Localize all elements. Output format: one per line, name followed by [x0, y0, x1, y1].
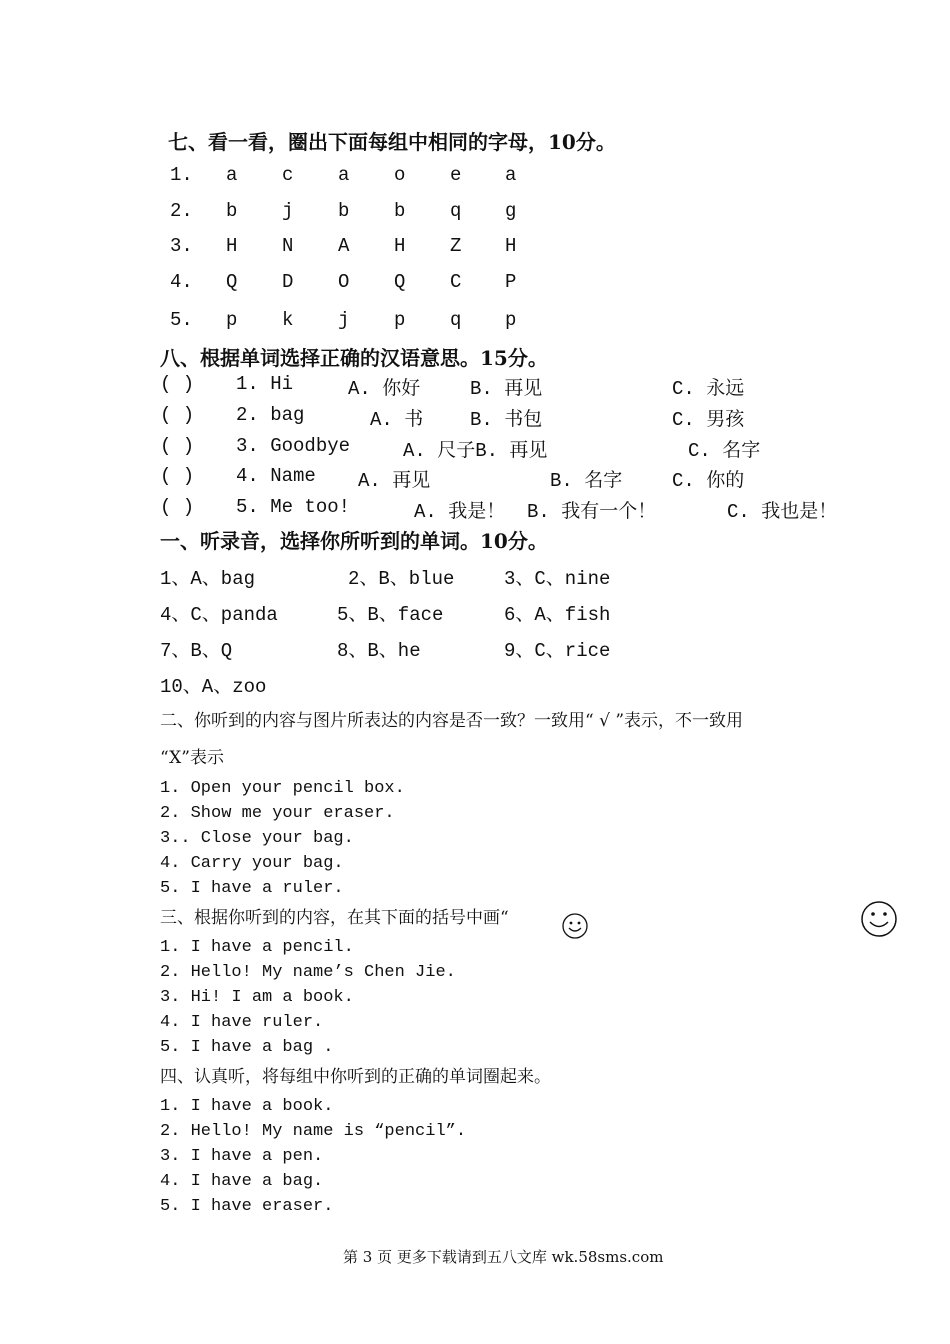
option-a: A. 书 [370, 409, 424, 431]
sentence-line: 5. I have a ruler. [160, 879, 344, 898]
letter-item: H [505, 235, 517, 257]
section-2-title-cont: “X”表示 [160, 748, 224, 768]
option-a: A. 我是！ [414, 501, 506, 523]
option-c: C. 名字 [688, 440, 761, 462]
vocab-word: 1. Hi [236, 373, 294, 395]
letter-item: c [282, 164, 294, 186]
letter-item: N [282, 235, 294, 257]
section-1-title: 一、听录音，选择你所听到的单词。10分。 [160, 529, 548, 553]
letter-item: D [282, 271, 294, 293]
sentence-line: 3.. Close your bag. [160, 829, 354, 848]
letter-item: j [338, 309, 350, 331]
letter-item: Q [394, 271, 406, 293]
letter-item: Z [450, 235, 462, 257]
letter-item: p [226, 309, 238, 331]
letter-item: q [450, 200, 462, 222]
vocab-word: 4. Name [236, 465, 316, 487]
option-c: C. 永远 [672, 378, 745, 400]
letter-item: P [505, 271, 517, 293]
letter-item: q [450, 309, 462, 331]
answer-item: 8、B、he [337, 640, 421, 662]
option-c: C. 我也是！ [727, 501, 838, 523]
section-8-title: 八、根据单词选择正确的汉语意思。15分。 [160, 346, 548, 370]
option-c: C. 你的 [672, 470, 745, 492]
letter-row-number: 3. [170, 235, 193, 257]
sentence-line: 3. I have a pen. [160, 1147, 324, 1166]
letter-item: p [505, 309, 517, 331]
letter-item: C [450, 271, 462, 293]
letter-item: j [282, 200, 294, 222]
option-b: B. 书包 [470, 409, 543, 431]
letter-row-number: 2. [170, 200, 193, 222]
smiley-icon [561, 912, 589, 940]
answer-bracket: ( ) [160, 373, 195, 395]
sentence-line: 1. I have a pencil. [160, 938, 354, 957]
letter-item: e [450, 164, 462, 186]
letter-item: Q [226, 271, 238, 293]
option-a: A. 尺子B. 再见 [403, 440, 548, 462]
letter-item: a [338, 164, 350, 186]
sentence-line: 1. I have a book. [160, 1097, 334, 1116]
sentence-line: 2. Hello! My name’s Chen Jie. [160, 963, 456, 982]
vocab-word: 5. Me too! [236, 496, 351, 518]
sentence-line: 2. Show me your eraser. [160, 804, 395, 823]
section-3-title: 三、根据你听到的内容，在其下面的括号中画“ [160, 908, 509, 928]
letter-item: a [505, 164, 517, 186]
letter-row-number: 5. [170, 309, 193, 331]
sentence-line: 2. Hello! My name is “pencil”. [160, 1122, 467, 1141]
letter-item: H [226, 235, 238, 257]
vocab-word: 2. bag [236, 404, 305, 426]
answer-item: 4、C、panda [160, 604, 278, 626]
option-a: A. 你好 [348, 378, 421, 400]
letter-item: b [226, 200, 238, 222]
letter-row-number: 4. [170, 271, 193, 293]
page-footer: 第 3 页 更多下载请到五八文库 wk.58sms.com [343, 1248, 664, 1266]
option-b: B. 再见 [470, 378, 543, 400]
option-b: B. 我有一个！ [527, 501, 657, 523]
sentence-line: 5. I have eraser. [160, 1197, 334, 1216]
answer-item: 9、C、rice [504, 640, 611, 662]
letter-item: b [394, 200, 406, 222]
vocab-word: 3. Goodbye [236, 435, 351, 457]
section-4-title: 四、认真听，将每组中你听到的正确的单词圈起来。 [160, 1067, 551, 1087]
option-a: A. 再见 [358, 470, 431, 492]
sentence-line: 5. I have a bag . [160, 1038, 334, 1057]
answer-item: 5、B、face [337, 604, 444, 626]
letter-row-number: 1. [170, 164, 193, 186]
sentence-line: 4. Carry your bag. [160, 854, 344, 873]
option-c: C. 男孩 [672, 409, 745, 431]
answer-item: 2、B、blue [348, 568, 455, 590]
letter-item: H [394, 235, 406, 257]
answer-item: 3、C、nine [504, 568, 611, 590]
letter-item: b [338, 200, 350, 222]
letter-item: g [505, 200, 517, 222]
answer-item: 6、A、fish [504, 604, 611, 626]
section-7-title: 七、看一看，圈出下面每组中相同的字母，10分。 [168, 130, 616, 154]
letter-item: k [282, 309, 294, 331]
smiley-icon-large [860, 900, 898, 938]
answer-bracket: ( ) [160, 404, 195, 426]
sentence-line: 3. Hi! I am a book. [160, 988, 354, 1007]
option-b: B. 名字 [550, 470, 623, 492]
sentence-line: 1. Open your pencil box. [160, 779, 405, 798]
letter-item: O [338, 271, 350, 293]
answer-item: 7、B、Q [160, 640, 233, 662]
answer-item: 1、A、bag [160, 568, 256, 590]
letter-item: a [226, 164, 238, 186]
answer-bracket: ( ) [160, 435, 195, 457]
answer-item: 10、A、zoo [160, 676, 267, 698]
answer-bracket: ( ) [160, 465, 195, 487]
section-2-title: 二、你听到的内容与图片所表达的内容是否一致？一致用“ √ ”表示，不一致用 [160, 711, 744, 731]
letter-item: p [394, 309, 406, 331]
sentence-line: 4. I have ruler. [160, 1013, 324, 1032]
letter-item: A [338, 235, 350, 257]
sentence-line: 4. I have a bag. [160, 1172, 324, 1191]
answer-bracket: ( ) [160, 496, 195, 518]
letter-item: o [394, 164, 406, 186]
